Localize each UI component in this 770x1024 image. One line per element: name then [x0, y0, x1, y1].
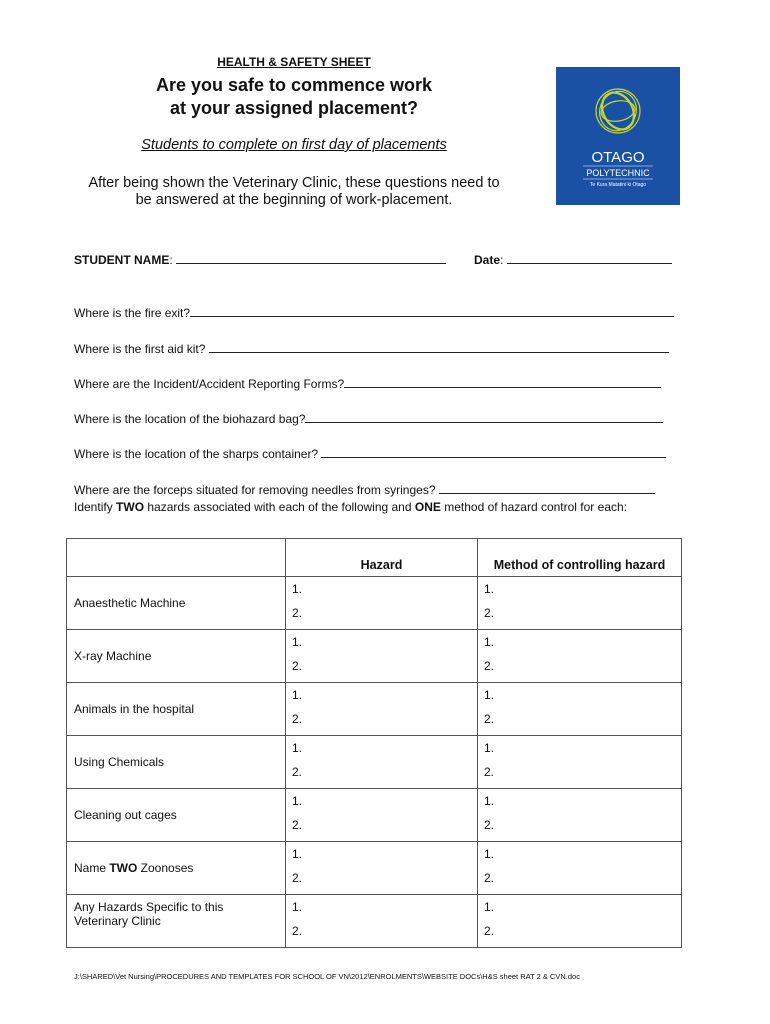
- table-row: [67, 842, 682, 895]
- method-cell[interactable]: 1. 2.: [478, 577, 682, 630]
- intro-line-2: be answered at the beginning of work-placement.: [135, 192, 453, 208]
- intro-line-1: After being shown the Veterinary Clinic, these questions need to: [88, 175, 500, 191]
- hazard-cell[interactable]: 1. 2.: [286, 683, 478, 736]
- table-row: [67, 789, 682, 842]
- date-line[interactable]: [507, 262, 672, 264]
- logo-tagline: Te Kura Matatini ki Otago: [589, 182, 647, 188]
- question-fire-exit[interactable]: [74, 306, 674, 320]
- question-text: Where is the first aid kit?: [74, 342, 206, 356]
- question-incident-forms[interactable]: [74, 377, 661, 391]
- question-text: Where are the forceps situated for removing needles from syringes?: [74, 483, 436, 497]
- method-cell[interactable]: 1. 2.: [478, 842, 682, 895]
- table-row: [67, 895, 682, 948]
- colon: :: [169, 253, 173, 267]
- method-cell[interactable]: 1. 2.: [478, 789, 682, 842]
- table-row: [67, 683, 682, 736]
- answer-line[interactable]: [321, 456, 666, 458]
- title-line-2: at your assigned placement?: [169, 98, 419, 118]
- colon: :: [500, 253, 504, 267]
- subtitle: Students to complete on first day of placements: [141, 137, 447, 153]
- answer-line[interactable]: [439, 492, 655, 494]
- header-hazard: Hazard: [286, 539, 478, 577]
- question-text: Where is the fire exit?: [74, 306, 191, 320]
- row-label: Animals in the hospital: [67, 683, 286, 736]
- row-label: Any Hazards Specific to this Veterinary Clinic: [67, 895, 286, 948]
- title-line-1: Are you safe to commence work: [155, 75, 433, 95]
- method-cell[interactable]: 1. 2.: [478, 683, 682, 736]
- question-first-aid[interactable]: [74, 342, 669, 356]
- table-header-row: [67, 539, 682, 577]
- header-item: [67, 539, 286, 577]
- answer-line[interactable]: [209, 351, 669, 353]
- hazard-table: [66, 538, 682, 948]
- hazard-instruction: Identify TWO hazards associated with each of the following and ONE method of hazard control for each:: [74, 500, 627, 514]
- question-biohazard-bag[interactable]: [74, 412, 663, 426]
- student-name-label: STUDENT NAME: [74, 253, 170, 267]
- intro-text: [0, 175, 588, 209]
- hazard-cell[interactable]: 1. 2.: [286, 630, 478, 683]
- table-row: [67, 630, 682, 683]
- hazard-cell[interactable]: 1. 2.: [286, 895, 478, 948]
- logo-sub: POLYTECHNIC: [586, 168, 650, 178]
- row-label: Anaesthetic Machine: [67, 577, 286, 630]
- answer-line[interactable]: [305, 421, 663, 423]
- table-row: [67, 736, 682, 789]
- method-cell[interactable]: 1. 2.: [478, 736, 682, 789]
- question-text: Where is the location of the biohazard bag?: [74, 412, 306, 426]
- logo-name: OTAGO: [591, 149, 645, 166]
- header-method: Method of controlling hazard: [478, 539, 682, 577]
- student-name-field[interactable]: [74, 253, 446, 267]
- question-sharps-container[interactable]: [74, 447, 666, 461]
- row-label: Using Chemicals: [67, 736, 286, 789]
- method-cell[interactable]: 1. 2.: [478, 895, 682, 948]
- student-name-line[interactable]: [176, 262, 446, 264]
- date-label: Date: [474, 253, 501, 267]
- file-path-footer: J:\SHARED\Vet Nursing\PROCEDURES AND TEMPLATES FOR SCHOOL OF VN\2012\ENROLMENTS\WEBSITE DOCs\H&S sheet RAT 2 & CVN.doc: [74, 972, 580, 981]
- swirl-logo-icon: [593, 85, 643, 136]
- answer-line[interactable]: [344, 386, 661, 388]
- answer-line[interactable]: [190, 315, 674, 317]
- row-label: X-ray Machine: [67, 630, 286, 683]
- row-label: Cleaning out cages: [67, 789, 286, 842]
- question-text: Where is the location of the sharps container?: [74, 447, 319, 461]
- question-forceps[interactable]: [74, 483, 655, 497]
- hazard-cell[interactable]: 1. 2.: [286, 577, 478, 630]
- hazard-cell[interactable]: 1. 2.: [286, 736, 478, 789]
- table-row: [67, 577, 682, 630]
- page-title: [0, 74, 588, 120]
- row-label: Name TWO Zoonoses: [67, 842, 286, 895]
- hazard-cell[interactable]: 1. 2.: [286, 842, 478, 895]
- method-cell[interactable]: 1. 2.: [478, 630, 682, 683]
- date-field[interactable]: [474, 253, 672, 267]
- sheet-label: HEALTH & SAFETY SHEET: [217, 55, 371, 69]
- otago-polytechnic-logo: [556, 67, 680, 205]
- hazard-cell[interactable]: 1. 2.: [286, 789, 478, 842]
- question-text: Where are the Incident/Accident Reporting Forms?: [74, 377, 345, 391]
